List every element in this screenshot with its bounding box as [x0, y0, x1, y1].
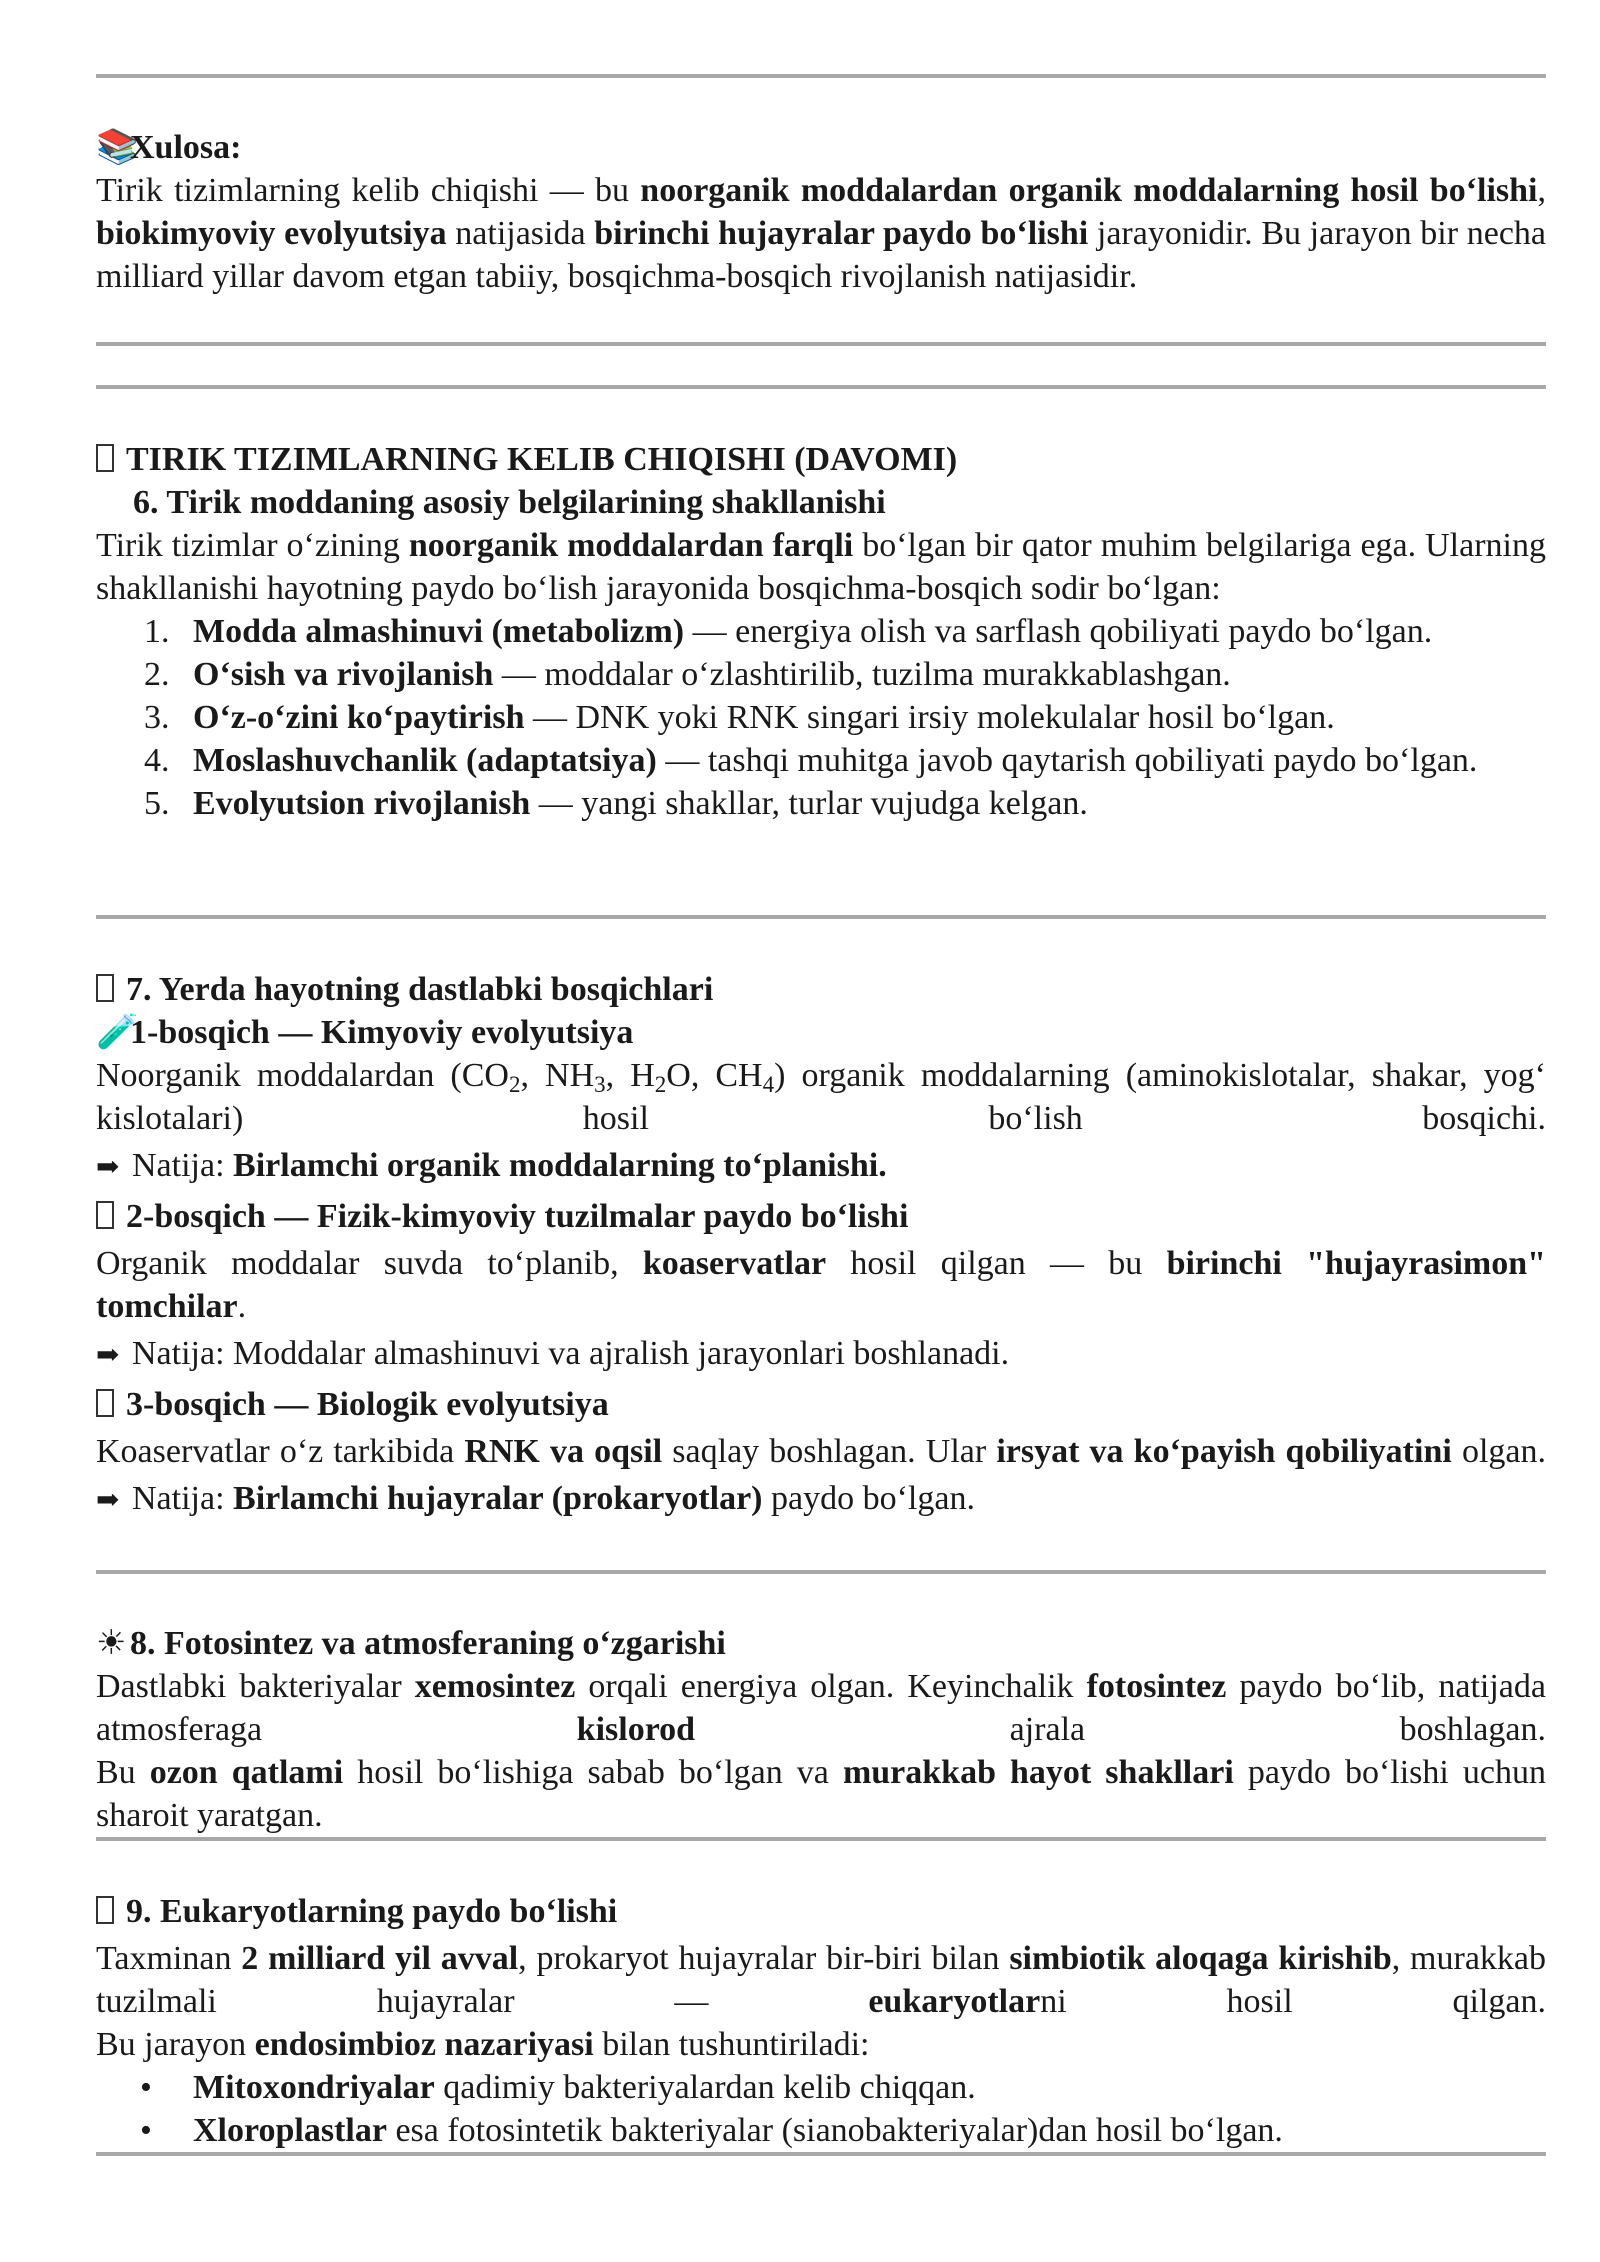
books-icon: 📚 — [96, 129, 139, 166]
stage-3-result — [96, 1477, 1546, 1522]
section-9-paragraph-1 — [96, 1937, 1546, 2023]
text-run: bilan tushuntiriladi: — [593, 2026, 870, 2063]
bold-run: irsyat va ko‘payish qobiliyatini — [996, 1433, 1452, 1470]
stage-2-title — [96, 1195, 1546, 1238]
text-run: Bu jarayon — [96, 2026, 255, 2063]
text-run: qadimiy bakteriyalardan kelib chiqqan. — [434, 2069, 976, 2106]
text-run: ) organik moddalarning (aminokislotalar, shakar, yog‘ kislotalari) hosil bo‘lish bosqichi. — [96, 1057, 1547, 1137]
bold-run: simbiotik aloqaga kirishib — [1009, 1940, 1392, 1977]
section-8 — [96, 1622, 1546, 1837]
bold-run: Modda almashinuvi (metabolizm) — [193, 613, 685, 650]
list-number: 2. — [144, 656, 170, 693]
divider — [96, 1570, 1546, 1574]
text-run: Koaservatlar o‘z tarkibida — [96, 1433, 465, 1470]
text-run: , NH — [520, 1057, 595, 1094]
text-run: Organik moddalar suvda to‘planib, — [96, 1245, 643, 1282]
stage-1-title-text: 1-bosqich — Kimyoviy evolyutsiya — [130, 1014, 634, 1051]
list-number: 1. — [144, 613, 170, 650]
bold-run: birinchi "hujayrasimon" tomchilar — [96, 1245, 1546, 1325]
list-number: 5. — [144, 785, 170, 822]
list-item — [96, 782, 1546, 825]
text-run: Natija: — [132, 1147, 234, 1184]
text-run: Tirik tizimlarning kelib chiqishi — bu — [96, 172, 641, 209]
bullet-icon: • — [140, 2112, 152, 2149]
text-run: esa fotosintetik bakteriyalar (sianobakteriyalar)dan hosil bo‘lgan. — [386, 2112, 1283, 2149]
bold-run: Birlamchi hujayralar (prokaryotlar) — [233, 1480, 763, 1517]
text-run: , murakkab tuzilmali hujayralar — — [96, 1940, 1546, 2020]
bold-run: noorganik moddalardan farqli — [408, 527, 854, 564]
divider — [96, 74, 1546, 78]
flask-icon: 🧪 — [96, 1014, 139, 1051]
section-9-title-text: 9. Eukaryotlarning paydo bo‘lishi — [126, 1893, 618, 1930]
section-6 — [96, 438, 1546, 825]
list-item — [96, 739, 1546, 782]
divider — [96, 1837, 1546, 1841]
text-run: hosil qilgan — bu — [826, 1245, 1167, 1282]
subscript: 4 — [762, 1072, 775, 1097]
placeholder-glyph-icon — [96, 444, 114, 472]
text-run: — moddalar o‘zlashtirilib, tuzilma murakkablashgan. — [493, 656, 1231, 693]
section-6-subtitle: 6. Tirik moddaning asosiy belgilarining shakllanishi — [133, 484, 886, 521]
section-8-title — [96, 1622, 1546, 1665]
section-8-paragraph-2 — [96, 1751, 1546, 1837]
text-run: olgan. — [1451, 1433, 1546, 1470]
stage-3-title — [96, 1383, 1546, 1426]
section-7-title-text: 7. Yerda hayotning dastlabki bosqichlari — [126, 971, 714, 1008]
list-item — [96, 610, 1546, 653]
conclusion-paragraph — [96, 169, 1546, 298]
placeholder-glyph-icon — [96, 974, 114, 1002]
section-8-paragraph-1 — [96, 1665, 1546, 1751]
placeholder-glyph-icon — [96, 1389, 114, 1417]
section-7 — [96, 968, 1546, 1522]
section-9-title — [96, 1890, 1546, 1933]
divider — [96, 342, 1546, 346]
text-run: — energiya olish va sarflash qobiliyati paydo bo‘lgan. — [684, 613, 1433, 650]
bold-run: fotosintez — [1086, 1668, 1227, 1705]
bold-run: biokimyoviy evolyutsiya — [96, 215, 447, 252]
stage-2-result — [96, 1332, 1546, 1377]
text-run: , prokaryot hujayralar bir-biri bilan — [518, 1940, 1010, 1977]
subscript: 2 — [654, 1072, 667, 1097]
list-number: 3. — [144, 699, 170, 736]
subscript: 3 — [594, 1072, 606, 1097]
bold-run: endosimbioz nazariyasi — [254, 2026, 594, 2063]
text-run: natijasida — [446, 215, 595, 252]
text-run: , H — [605, 1057, 655, 1094]
divider — [96, 385, 1546, 389]
text-run: saqlay boshlagan. Ular — [662, 1433, 997, 1470]
text-run: paydo bo‘lgan. — [762, 1480, 975, 1517]
stage-3-paragraph — [96, 1430, 1546, 1473]
subscript: 2 — [508, 1072, 521, 1097]
bullet-icon: • — [140, 2069, 152, 2106]
main-title — [96, 438, 1546, 481]
section-6-intro — [96, 524, 1546, 610]
bold-run: murakkab hayot shakllari — [842, 1754, 1234, 1791]
right-arrow-icon: ➡ — [96, 1485, 120, 1516]
stage-3-title-text: 3-bosqich — Biologik evolyutsiya — [126, 1386, 609, 1423]
list-item — [96, 696, 1546, 739]
sun-icon: ☀ — [96, 1625, 127, 1662]
conclusion-title: Xulosa: — [130, 129, 242, 166]
list-item — [96, 2109, 1546, 2152]
text-run: paydo bo‘lishi uchun sharoit yaratgan. — [96, 1754, 1546, 1834]
conclusion-heading — [96, 126, 1546, 169]
section-8-title-text: 8. Fotosintez va atmosferaning o‘zgarishi — [130, 1625, 726, 1662]
text-run: — tashqi muhitga javob qaytarish qobiliyati paydo bo‘lgan. — [656, 742, 1478, 779]
bold-run: xemosintez — [414, 1668, 576, 1705]
stage-2-paragraph — [96, 1242, 1546, 1328]
text-run: Bu — [96, 1754, 150, 1791]
bold-run: O‘z-o‘zini ko‘paytirish — [193, 699, 525, 736]
main-title-text: TIRIK TIZIMLARNING KELIB CHIQISHI (DAVOMI) — [126, 441, 958, 478]
text-run: bo‘lgan bir qator muhim belgilariga ega. Ularning shakllanishi hayotning paydo bo‘lish jarayonida bosqichma-bosqich sodir bo‘lgan: — [96, 527, 1546, 607]
bold-run: 2 milliard yil avval — [241, 1940, 519, 1977]
list-number: 4. — [144, 742, 170, 779]
bold-run: ozon qatlami — [149, 1754, 344, 1791]
bold-run: O‘sish va rivojlanish — [193, 656, 494, 693]
text-run: — yangi shakllar, turlar vujudga kelgan. — [530, 785, 1088, 822]
divider — [96, 2152, 1546, 2156]
bold-run: Moslashuvchanlik (adaptatsiya) — [193, 742, 657, 779]
right-arrow-icon: ➡ — [96, 1340, 120, 1371]
stage-1-result — [96, 1144, 1546, 1189]
text-run: ni hosil qilgan. — [1040, 1983, 1547, 2020]
list-item — [96, 653, 1546, 696]
organelle-list — [96, 2066, 1546, 2152]
stage-1-paragraph — [96, 1054, 1546, 1140]
section-7-title — [96, 968, 1546, 1011]
bold-run: eukaryotlar — [868, 1983, 1041, 2020]
bold-run: Mitoxondriyalar — [193, 2069, 435, 2106]
bold-run: birinchi hujayralar paydo bo‘lishi — [594, 215, 1089, 252]
bold-run: RNK va oqsil — [464, 1433, 663, 1470]
traits-list — [96, 610, 1546, 825]
text-run: paydo bo‘lib, natijada atmosferaga — [96, 1668, 1546, 1748]
section-9 — [96, 1890, 1546, 2152]
bold-run: Birlamchi organik moddalarning to‘planishi. — [233, 1147, 887, 1184]
text-run: Natija: — [132, 1480, 234, 1517]
text-run: — DNK yoki RNK singari irsiy molekulalar hosil bo‘lgan. — [524, 699, 1335, 736]
bold-run: noorganik moddalardan organik moddalarning hosil bo‘lishi — [640, 172, 1538, 209]
text-run: Tirik tizimlar o‘zining — [96, 527, 409, 564]
placeholder-glyph-icon — [96, 1896, 114, 1924]
bold-run: kislorod — [576, 1711, 696, 1748]
section-9-paragraph-2 — [96, 2023, 1546, 2066]
text-run: Taxminan — [96, 1940, 242, 1977]
text-run: , — [1537, 172, 1546, 209]
text-run: orqali energiya olgan. Keyinchalik — [575, 1668, 1087, 1705]
text-run: jarayonidir. Bu jarayon bir necha milliard yillar davom etgan tabiiy, bosqichma-bosqich rivojlanish natijasidir. — [96, 215, 1547, 295]
text-run: hosil bo‘lishiga sabab bo‘lgan va — [343, 1754, 843, 1791]
right-arrow-icon: ➡ — [96, 1152, 120, 1183]
stage-1-title — [96, 1011, 1546, 1054]
text-run: Dastlabki bakteriyalar — [96, 1668, 415, 1705]
stage-2-title-text: 2-bosqich — Fizik-kimyoviy tuzilmalar paydo bo‘lishi — [126, 1198, 909, 1235]
bold-run: Evolyutsion rivojlanish — [193, 785, 531, 822]
text-run: O, CH — [666, 1057, 763, 1094]
conclusion-section — [96, 126, 1546, 298]
text-run: Noorganik moddalardan (CO — [96, 1057, 509, 1094]
text-run: . — [237, 1288, 247, 1325]
placeholder-glyph-icon — [96, 1201, 114, 1229]
text-run: ajrala boshlagan. — [695, 1711, 1546, 1748]
list-item — [96, 2066, 1546, 2109]
text-run: Natija: Moddalar almashinuvi va ajralish jarayonlari boshlanadi. — [132, 1335, 1010, 1372]
bold-run: koaservatlar — [642, 1245, 827, 1282]
divider — [96, 915, 1546, 919]
bold-run: Xloroplastlar — [193, 2112, 387, 2149]
